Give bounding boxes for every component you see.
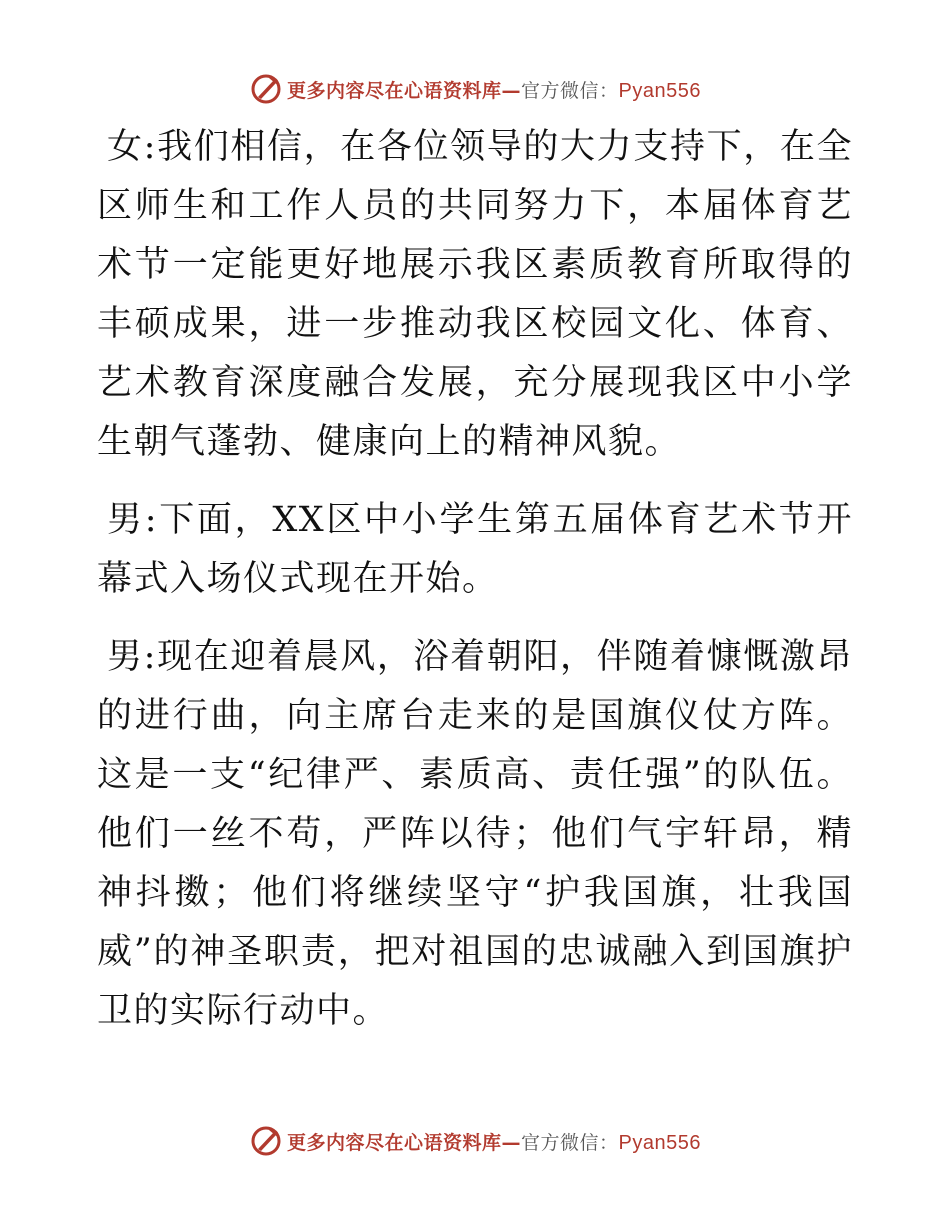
- header-watermark: [0, 72, 950, 106]
- watermark-dash: —: [501, 1131, 522, 1154]
- watermark-wechat-id: Pyan556: [618, 79, 701, 102]
- paragraph-2: [97, 491, 853, 609]
- document-body: [97, 118, 853, 1060]
- watermark-official: 官方微信：: [521, 1131, 619, 1154]
- speaker-label: 男:: [107, 637, 157, 677]
- speaker-label: 男:: [107, 500, 158, 540]
- watermark-brand: 更多内容尽在心语资料库: [287, 1131, 502, 1154]
- watermark-wechat-id: Pyan556: [618, 1131, 701, 1154]
- paragraph-text: 现在迎着晨风，浴着朝阳，伴随着慷慨激昂的进行曲，向主席台走来的是国旗仪仗方阵。这是一支“纪律严、素质高、责任强”的队伍。他们一丝不苟，严阵以待；他们气宇轩昂，精神抖擞；他们将继续坚守“护我国旗，壮我国威”的神圣职责，把对祖国的忠诚融入到国旗护卫的实际行动中。: [97, 637, 853, 1031]
- watermark-dash: —: [501, 79, 522, 102]
- footer-watermark: [0, 1124, 950, 1158]
- paragraph-text: 我们相信，在各位领导的大力支持下，在全区师生和工作人员的共同努力下，本届体育艺术节一定能更好地展示我区素质教育所取得的丰硕成果，进一步推动我区校园文化、体育、艺术教育深度融合发展，充分展现我区中小学生朝气蓬勃、健康向上的精神风貌。: [97, 127, 853, 462]
- watermark-brand: 更多内容尽在心语资料库: [287, 79, 502, 102]
- paragraph-3: [97, 628, 853, 1041]
- paragraph-1: [97, 118, 853, 472]
- watermark-official: 官方微信：: [521, 79, 619, 102]
- quill-logo-icon: [249, 72, 283, 106]
- speaker-label: 女:: [107, 127, 157, 167]
- paragraph-text: 下面，XX区中小学生第五届体育艺术节开幕式入场仪式现在开始。: [97, 500, 853, 599]
- quill-logo-icon: [249, 1124, 283, 1158]
- watermark-text: [287, 1128, 701, 1155]
- watermark-text: [287, 76, 701, 103]
